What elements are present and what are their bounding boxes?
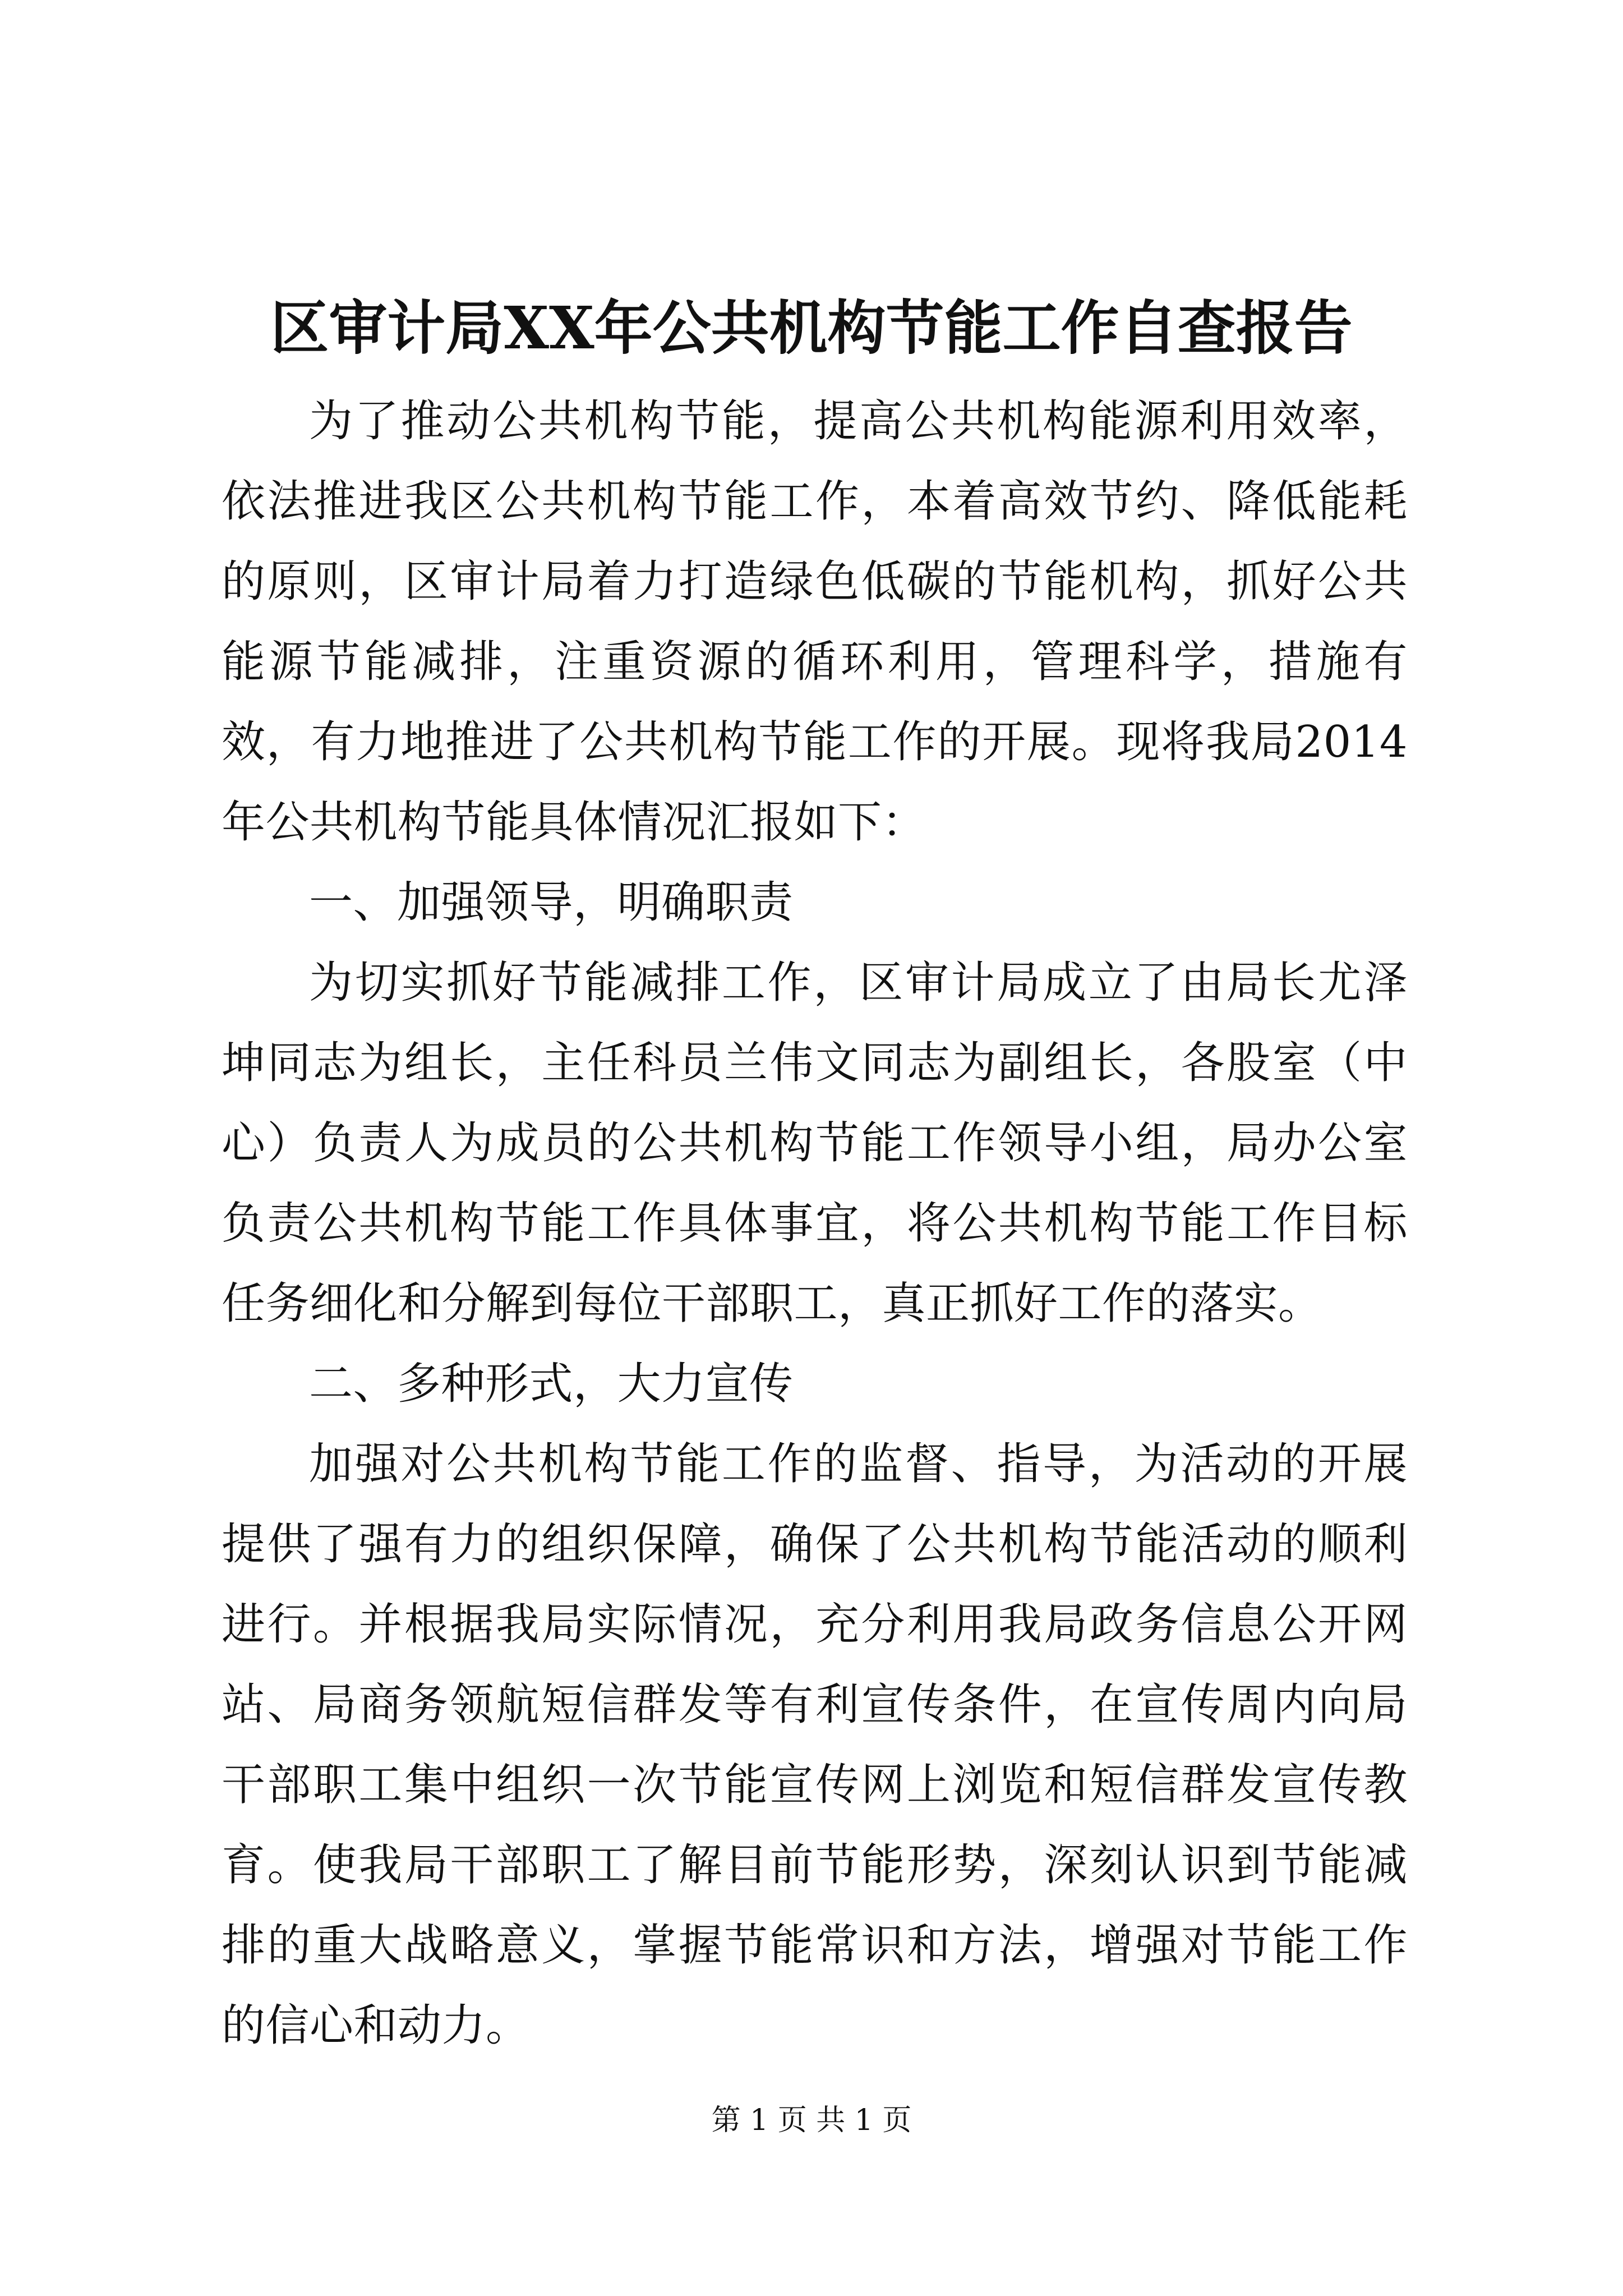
document-body [222,381,1408,2066]
page-footer: 第 1 页 共 1 页 [711,2104,912,2137]
paragraph-intro: 为了推动公共机构节能，提高公共机构能源利用效率，依法推进我区公共机构节能工作，本着高效节约、降低能耗的原则，区审计局着力打造绿色低碳的节能机构，抓好公共能源节能减排，注重资源的循环利用，管理科学，措施有效，有力地推进了公共机构节能工作的开展。现将我局2014年公共机构节能具体情况汇报如下： [222,396,1408,848]
section-heading-2: 二、多种形式，大力宣传 [309,1359,794,1409]
section-heading-1: 一、加强领导，明确职责 [309,877,794,928]
document-title: 区审计局XX年公共机构节能工作自查报告 [270,293,1353,362]
paragraph-section-1: 为切实抓好节能减排工作，区审计局成立了由局长尤泽坤同志为组长，主任科员兰伟文同志为副组长，各股室（中心）负责人为成员的公共机构节能工作领导小组，局办公室负责公共机构节能工作具体事宜，将公共机构节能工作目标任务细化和分解到每位干部职工，真正抓好工作的落实。 [222,958,1408,1329]
paragraph-section-2: 加强对公共机构节能工作的监督、指导，为活动的开展提供了强有力的组织保障，确保了公共机构节能活动的顺利进行。并根据我局实际情况，充分利用我局政务信息公开网站、局商务领航短信群发等有利宣传条件，在宣传周内向局干部职工集中组织一次节能宣传网上浏览和短信群发宣传教育。使我局干部职工了解目前节能形势，深刻认识到节能减排的重大战略意义，掌握节能常识和方法，增强对节能工作的信心和动力。 [222,1439,1408,2051]
